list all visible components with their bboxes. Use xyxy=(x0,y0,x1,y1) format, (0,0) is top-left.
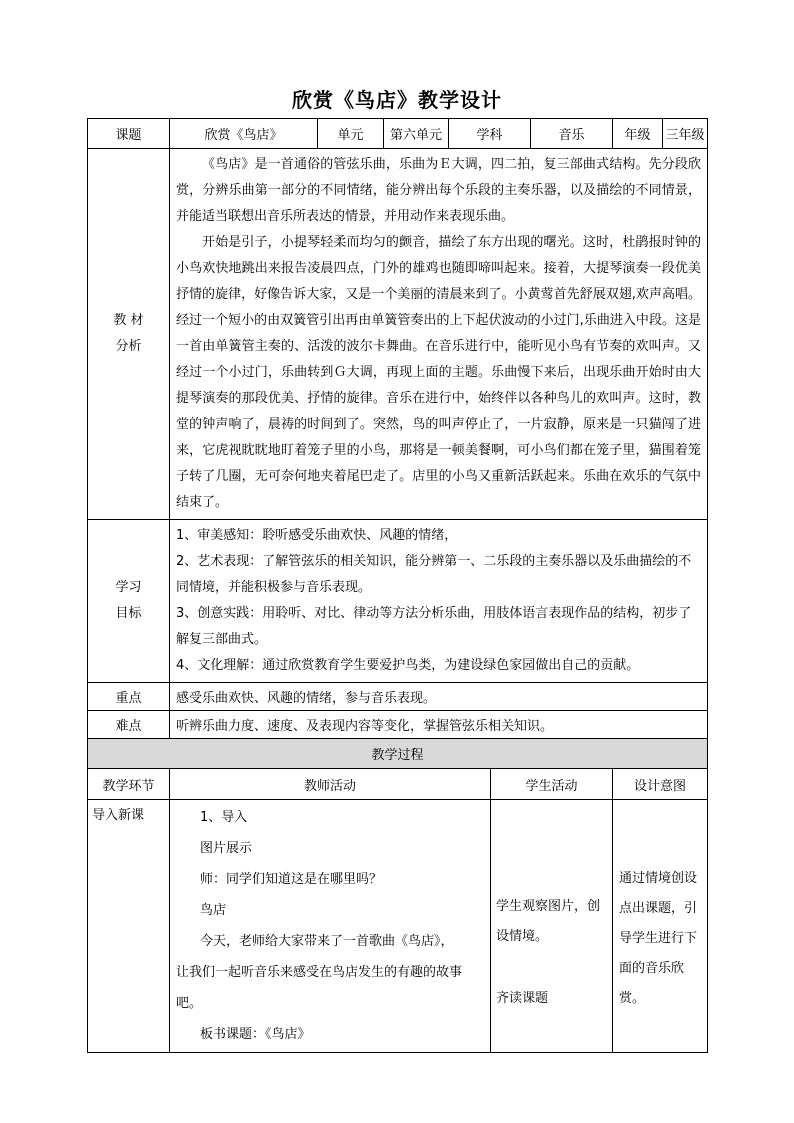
grade-label: 年级 xyxy=(613,119,663,149)
material-para-1: 《鸟店》是一首通俗的管弦乐曲，乐曲为Ｅ大调，四二拍，复三部曲式结构。先分段欣赏，分辨乐曲第一部分的不同情绪，能分辨出每个乐段的主奏乐器，以及描绘的不同情景，并能适当联想出音乐所表达的情景，并用动作来表现乐曲。 xyxy=(176,157,702,224)
material-label: 教 材 分析 xyxy=(88,149,170,520)
teacher-line: 让我们一起听音乐来感受在鸟店发生的有趣的故事吧。 xyxy=(176,965,463,1011)
col-intent: 设计意图 xyxy=(613,769,708,800)
lesson-plan-table xyxy=(87,118,708,1053)
lesson-value: 欣赏《鸟店》 xyxy=(170,119,318,149)
unit-label: 单元 xyxy=(318,119,384,149)
teacher-line: 图片展示 xyxy=(200,841,253,856)
col-stage: 教学环节 xyxy=(88,769,170,800)
col-student: 学生活动 xyxy=(491,769,613,800)
col-teacher: 教师活动 xyxy=(170,769,491,800)
difficulty-text: 听辨乐曲力度、速度、及表现内容等变化，掌握管弦乐相关知识。 xyxy=(170,711,708,739)
student-line: 学生观察图片，创设情境。 xyxy=(496,899,601,944)
goals-label: 学习 目标 xyxy=(88,520,170,683)
lesson-label: 课题 xyxy=(88,119,170,149)
material-para-2: 开始是引子，小提琴轻柔而均匀的颤音，描绘了东方出现的曙光。这时，杜鹃报时钟的小鸟欢快地跳出来报告凌晨四点，门外的雄鸡也随即啼叫起来。接着，大提琴演奏一段优美抒情的旋律，好像告诉大家，又是一个美丽的清晨来到了。小黄莺首先舒展双翅,欢声高唱。经过一个短小的由双簧管引出再由单簧管奏出的上下起伏波动的小过门,乐曲进入中段。这是一首由单簧管主奏的、活泼的波尔卡舞曲。在音乐进行中，能听见小鸟有节奏的欢叫声。又经过一个小过门，乐曲转到Ｇ大调，再现上面的主题。乐曲慢下来后，出现乐曲开始时由大提琴演奏的那段优美、抒情的旋律。音乐在进行中，始终伴以各种鸟儿的欢叫声。这时，教堂的钟声响了，晨祷的时间到了。突然，鸟的叫声停止了，一片寂静，原来是一只猫闯了进来，它虎视眈眈地盯着笼子里的小鸟，那将是一顿美餐啊，可小鸟们都在笼子里，猫围着笼子转了几圈，无可奈何地夹着尾巴走了。店里的小鸟又重新活跃起来。乐曲在欢乐的气氛中结束了。 xyxy=(176,235,702,510)
teacher-line: 今天，老师给大家带来了一首歌曲《鸟店》， xyxy=(200,934,454,949)
goal-item: 2、艺术表现：了解管弦乐的相关知识，能分辨第一、二乐段的主奏乐器以及乐曲描绘的不同情境，并能积极参与音乐表现。 xyxy=(176,554,692,595)
student-line: 齐读课题 xyxy=(496,991,549,1006)
teacher-line: 师：同学们知道这是在哪里吗？ xyxy=(200,872,383,887)
unit-value: 第六单元 xyxy=(384,119,449,149)
subject-value: 音乐 xyxy=(531,119,613,149)
key-point-text: 感受乐曲欢快、风趣的情绪，参与音乐表现。 xyxy=(170,683,708,711)
difficulty-label: 难点 xyxy=(88,711,170,739)
material-content xyxy=(170,149,708,520)
teacher-line: 鸟店 xyxy=(200,903,227,918)
stage-1-label: 导入新课 xyxy=(88,800,170,1053)
teacher-activity xyxy=(170,800,491,1053)
teacher-line: 1、导入 xyxy=(200,810,248,825)
goal-item: 3、创意实践：用聆听、对比、律动等方法分析乐曲，用肢体语言表现作品的结构，初步了解复三部曲式。 xyxy=(176,606,692,647)
goal-item: 4、文化理解：通过欣赏教育学生要爱护鸟类，为建设绿色家园做出自己的贡献。 xyxy=(176,658,640,673)
document-title: 欣赏《鸟店》教学设计 xyxy=(292,88,502,112)
subject-label: 学科 xyxy=(449,119,531,149)
key-point-label: 重点 xyxy=(88,683,170,711)
teacher-line: 板书课题：《鸟店》 xyxy=(200,1027,311,1042)
grade-value: 三年级 xyxy=(663,119,708,149)
process-heading: 教学过程 xyxy=(88,739,708,769)
student-activity xyxy=(491,800,613,1053)
goal-item: 1、审美感知：聆听感受乐曲欢快、风趣的情绪， xyxy=(176,528,458,543)
design-intent: 通过情境创设点出课题，引导学生进行下面的音乐欣赏。 xyxy=(613,800,708,1053)
goals-content xyxy=(170,520,708,683)
